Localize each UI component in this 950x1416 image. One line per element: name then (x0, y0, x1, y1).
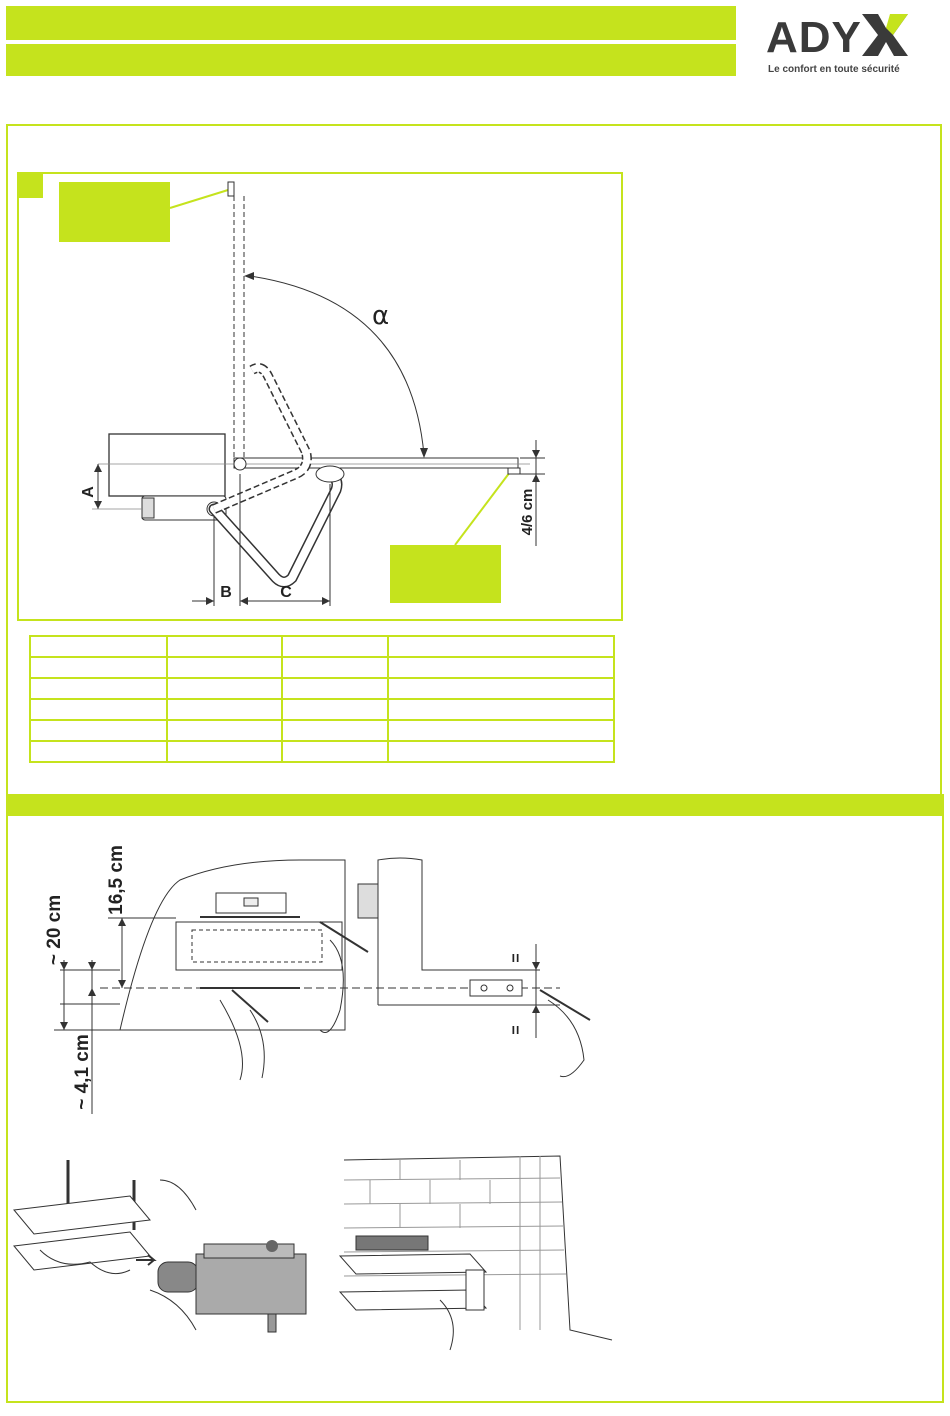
table-row (30, 741, 614, 762)
angle-alpha-label: α (372, 301, 390, 331)
table-row (30, 699, 614, 720)
specification-table (29, 635, 615, 763)
table-row (30, 678, 614, 699)
table-row (30, 657, 614, 678)
wall-mount-illustration (340, 1156, 612, 1350)
dimension-a-label: A (80, 486, 97, 498)
section-header-bar (6, 794, 944, 816)
table-row (30, 636, 614, 657)
height-top-label: 16,5 cm (106, 845, 127, 915)
arm-geometry-diagram (0, 0, 950, 640)
dimension-b-label: B (220, 584, 232, 601)
equal-mark-bottom: = (508, 1025, 525, 1035)
marking-installation-diagram (0, 816, 950, 1416)
table-row (30, 720, 614, 741)
logo-tagline: Le confort en toute sécurité (768, 64, 900, 75)
bracket-assembly-illustration (14, 1160, 306, 1332)
height-mid-label: ~ 20 cm (44, 894, 65, 966)
height-bottom-label: ~ 4,1 cm (72, 1034, 93, 1110)
gap-dimension-label: 4/6 cm (519, 488, 536, 536)
dimension-c-label: C (280, 584, 292, 601)
logo-wordmark: ADY (766, 6, 912, 63)
equal-mark-top: = (508, 953, 525, 963)
